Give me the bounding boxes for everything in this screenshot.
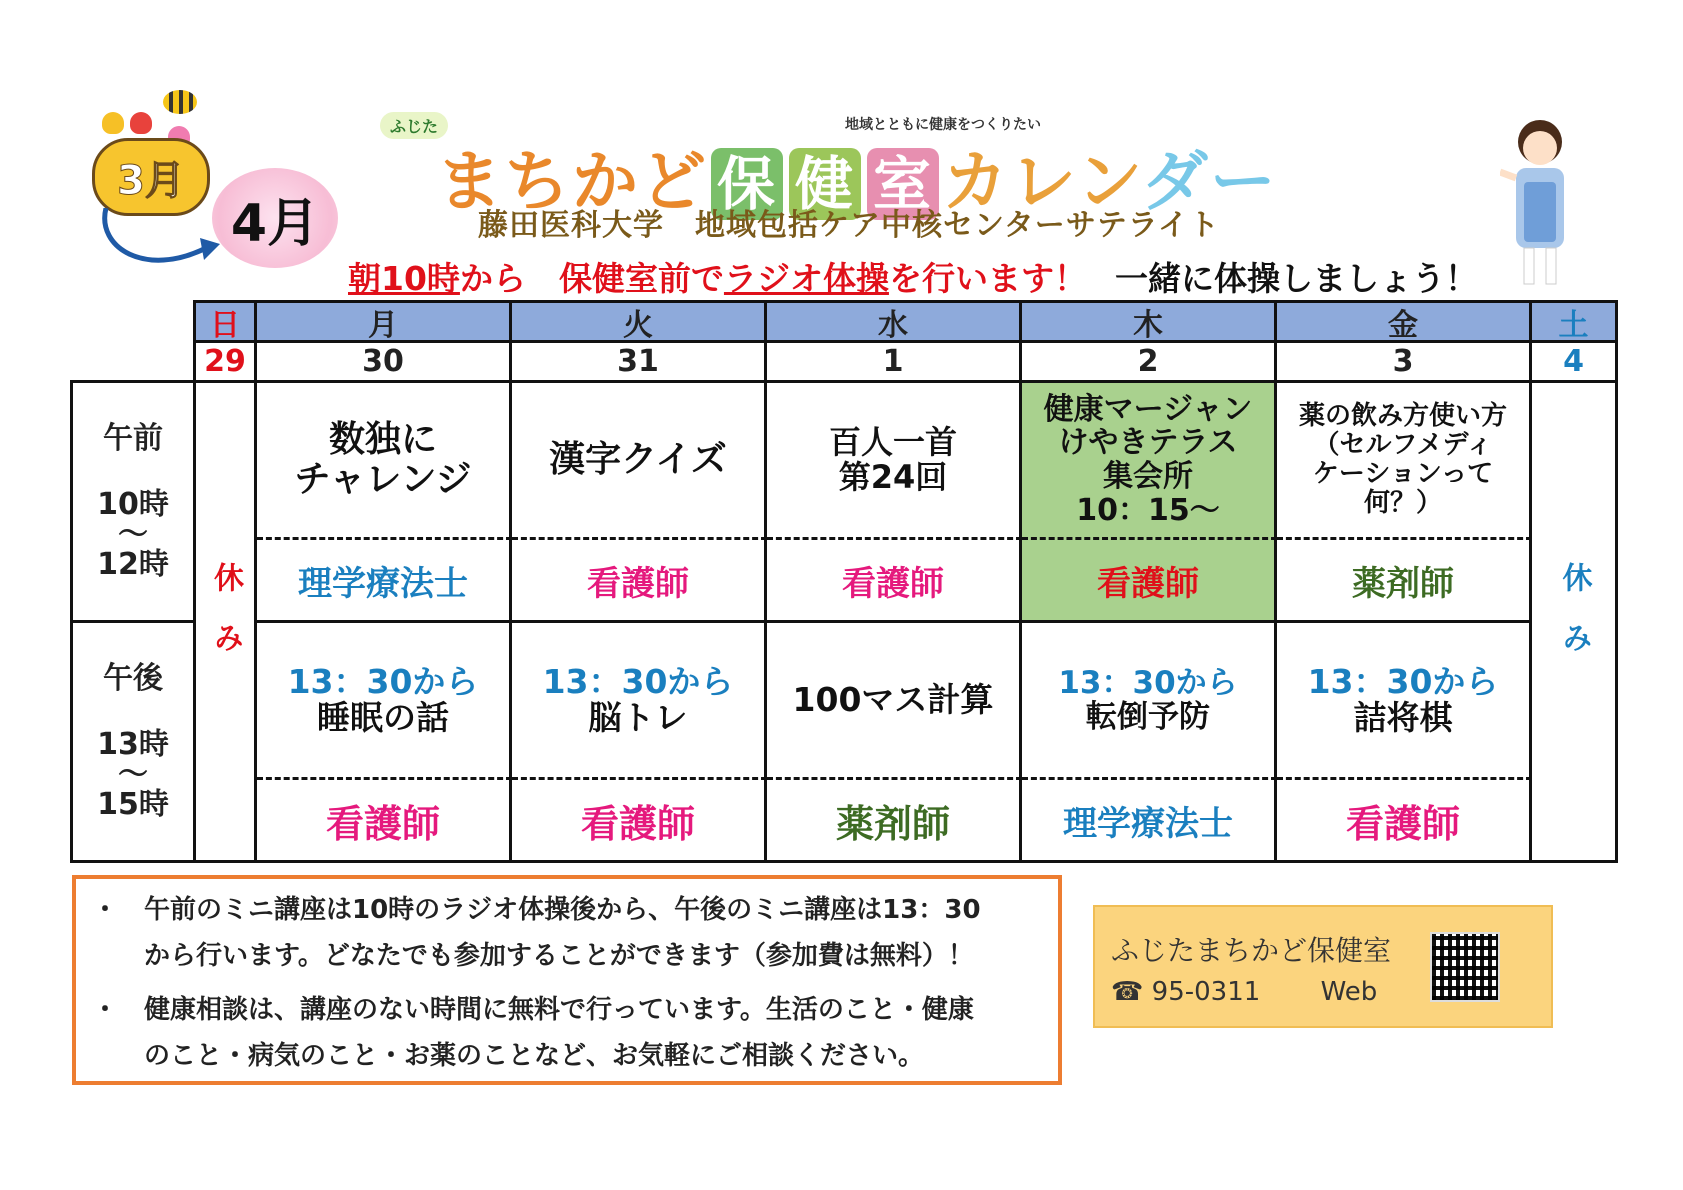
info-line4: のこと・病気のこと・お薬のことなど、お気軽にご相談ください。	[144, 1041, 925, 1071]
info-line2: から行います。どなたでも参加することができます（参加費は無料）！	[144, 941, 974, 971]
closed-saturday	[1532, 383, 1618, 863]
bullet: ・	[92, 895, 119, 925]
info-box	[72, 875, 1062, 1085]
am-topic-line: （セルフメディ	[1313, 429, 1493, 460]
date-tue: 31	[509, 343, 767, 383]
date-thu: 2	[1019, 343, 1277, 383]
am-topic-line: 数独に	[328, 419, 437, 461]
day-header-fri: 金	[1274, 300, 1532, 343]
title-box3: 室	[867, 148, 939, 220]
date-wed: 1	[764, 343, 1022, 383]
am-topic-line: ケーションって	[1312, 459, 1494, 489]
morning-label: 午前	[103, 420, 163, 456]
announce-invite: 一緒に体操しましょう！	[1114, 259, 1478, 298]
am-staff-label: 薬剤師	[1352, 563, 1454, 604]
am-staff-mon	[257, 540, 512, 623]
arrow-icon	[96, 208, 226, 278]
am-topic-mon	[257, 383, 512, 540]
am-topic-line: 10：15～	[1076, 492, 1220, 528]
contact-phone-row	[1111, 977, 1377, 1007]
morning-tilde: ～	[118, 516, 148, 552]
day-header-sun: 日	[193, 300, 257, 343]
am-topic-line: 何？）	[1363, 488, 1442, 519]
date-fri: 3	[1274, 343, 1532, 383]
afternoon-tilde: ～	[118, 756, 148, 792]
announcement	[348, 253, 1478, 300]
title-part2: カレン	[942, 143, 1142, 220]
am-staff-fri	[1277, 540, 1532, 623]
am-staff-label: 理学療法士	[298, 563, 468, 604]
bee-icon	[163, 90, 197, 114]
day-header-mon: 月	[254, 300, 512, 343]
pm-time: 13：30から	[1058, 664, 1238, 701]
contact-name: ふじたまちかど保健室	[1111, 934, 1392, 967]
title-box2: 健	[789, 148, 861, 220]
am-topic-line: 薬の飲み方使い方	[1298, 400, 1507, 431]
pm-staff-thu	[1022, 780, 1277, 863]
day-header-wed: 水	[764, 300, 1022, 343]
bullet: ・	[92, 995, 119, 1025]
pm-topic-label: 転倒予防	[1086, 699, 1210, 735]
pm-staff-wed	[767, 780, 1022, 863]
am-staff-tue	[512, 540, 767, 623]
pm-topic-mon	[257, 623, 512, 780]
am-topic-line: 健康マージャン	[1043, 391, 1253, 427]
am-staff-label: 看護師	[1097, 563, 1199, 604]
brand-small-label: ふじた	[380, 112, 448, 139]
pm-topic-tue	[512, 623, 767, 780]
pm-staff-label: 看護師	[1345, 801, 1460, 846]
day-header-sat: 土	[1529, 300, 1618, 343]
pm-topic-fri	[1277, 623, 1532, 780]
pm-topic-label: 睡眠の話	[316, 698, 449, 737]
web-link[interactable]: Web	[1320, 977, 1378, 1007]
am-topic-fri	[1277, 383, 1532, 540]
announce-time: 朝10時	[348, 259, 460, 298]
subtitle: 藤田医科大学 地域包括ケア中核センターサテライト	[478, 208, 1220, 243]
date-sun: 29	[193, 343, 257, 383]
pm-topic-label: 詰将棋	[1353, 698, 1453, 737]
announce-place: から 保健室前で	[459, 259, 724, 298]
nurse-illustration	[1500, 112, 1580, 288]
date-mon: 30	[254, 343, 512, 383]
date-sat: 4	[1529, 343, 1618, 383]
closed-sunday	[196, 383, 257, 863]
title-box1: 保	[711, 148, 783, 220]
prev-month-badge: 3月	[92, 138, 210, 216]
am-topic-line: チャレンジ	[294, 459, 472, 500]
pm-topic-label: 100マス計算	[792, 679, 994, 719]
pm-time: 13：30から	[287, 661, 479, 701]
closed-sunday-label: 休み	[208, 561, 243, 682]
contact-phone[interactable]: 95-0311	[1151, 977, 1261, 1007]
day-header-tue: 火	[509, 300, 767, 343]
am-staff-wed	[767, 540, 1022, 623]
am-topic-thu	[1022, 383, 1277, 540]
am-topic-line: 集会所	[1103, 459, 1193, 494]
period-afternoon	[73, 623, 196, 863]
pm-time: 13：30から	[542, 661, 734, 701]
month-badge: 4月	[212, 168, 338, 268]
am-topic-tue	[512, 383, 767, 540]
morning-start: 10時	[97, 486, 169, 522]
am-topic-line: 漢字クイズ	[549, 439, 727, 481]
pm-staff-label: 看護師	[325, 801, 440, 846]
info-line3: 健康相談は、講座のない時間に無料で行っています。生活のこと・健康	[144, 995, 974, 1025]
afternoon-label: 午後	[103, 660, 163, 696]
pm-staff-label: 薬剤師	[835, 801, 950, 846]
title-part3: ダー	[1141, 143, 1278, 220]
am-staff-label: 看護師	[587, 563, 689, 604]
title-part1: まちかど	[436, 143, 708, 220]
afternoon-start: 13時	[97, 726, 169, 762]
phone-icon: ☎	[1111, 977, 1144, 1007]
pm-staff-tue	[512, 780, 767, 863]
announce-activity: ラジオ体操	[723, 259, 889, 298]
closed-saturday-label: 休み	[1556, 561, 1592, 682]
am-staff-label: 看護師	[842, 563, 944, 604]
am-topic-line: 第24回	[838, 458, 948, 496]
slogan: 地域とともに健康をつくりたい	[845, 117, 1041, 133]
afternoon-end: 15時	[97, 786, 169, 822]
am-topic-line: けやきテラス	[1058, 425, 1238, 461]
pm-staff-mon	[257, 780, 512, 863]
pm-topic-label: 脳トレ	[588, 698, 688, 737]
morning-end: 12時	[97, 546, 169, 582]
am-topic-line: 百人一首	[828, 422, 957, 461]
am-staff-thu	[1022, 540, 1277, 623]
pm-topic-thu	[1022, 623, 1277, 780]
day-header-thu: 木	[1019, 300, 1277, 343]
pm-staff-fri	[1277, 780, 1532, 863]
am-topic-wed	[767, 383, 1022, 540]
info-line1: 午前のミニ講座は10時のラジオ体操後から、午後のミニ講座は13：30	[144, 895, 981, 925]
announce-action: を行います！	[888, 259, 1087, 298]
period-morning	[73, 383, 196, 623]
pm-staff-label: 理学療法士	[1063, 803, 1233, 844]
pm-topic-wed	[767, 623, 1022, 780]
qr-code-icon[interactable]	[1430, 932, 1500, 1002]
pm-time: 13：30から	[1307, 661, 1499, 701]
pm-staff-label: 看護師	[580, 801, 695, 846]
